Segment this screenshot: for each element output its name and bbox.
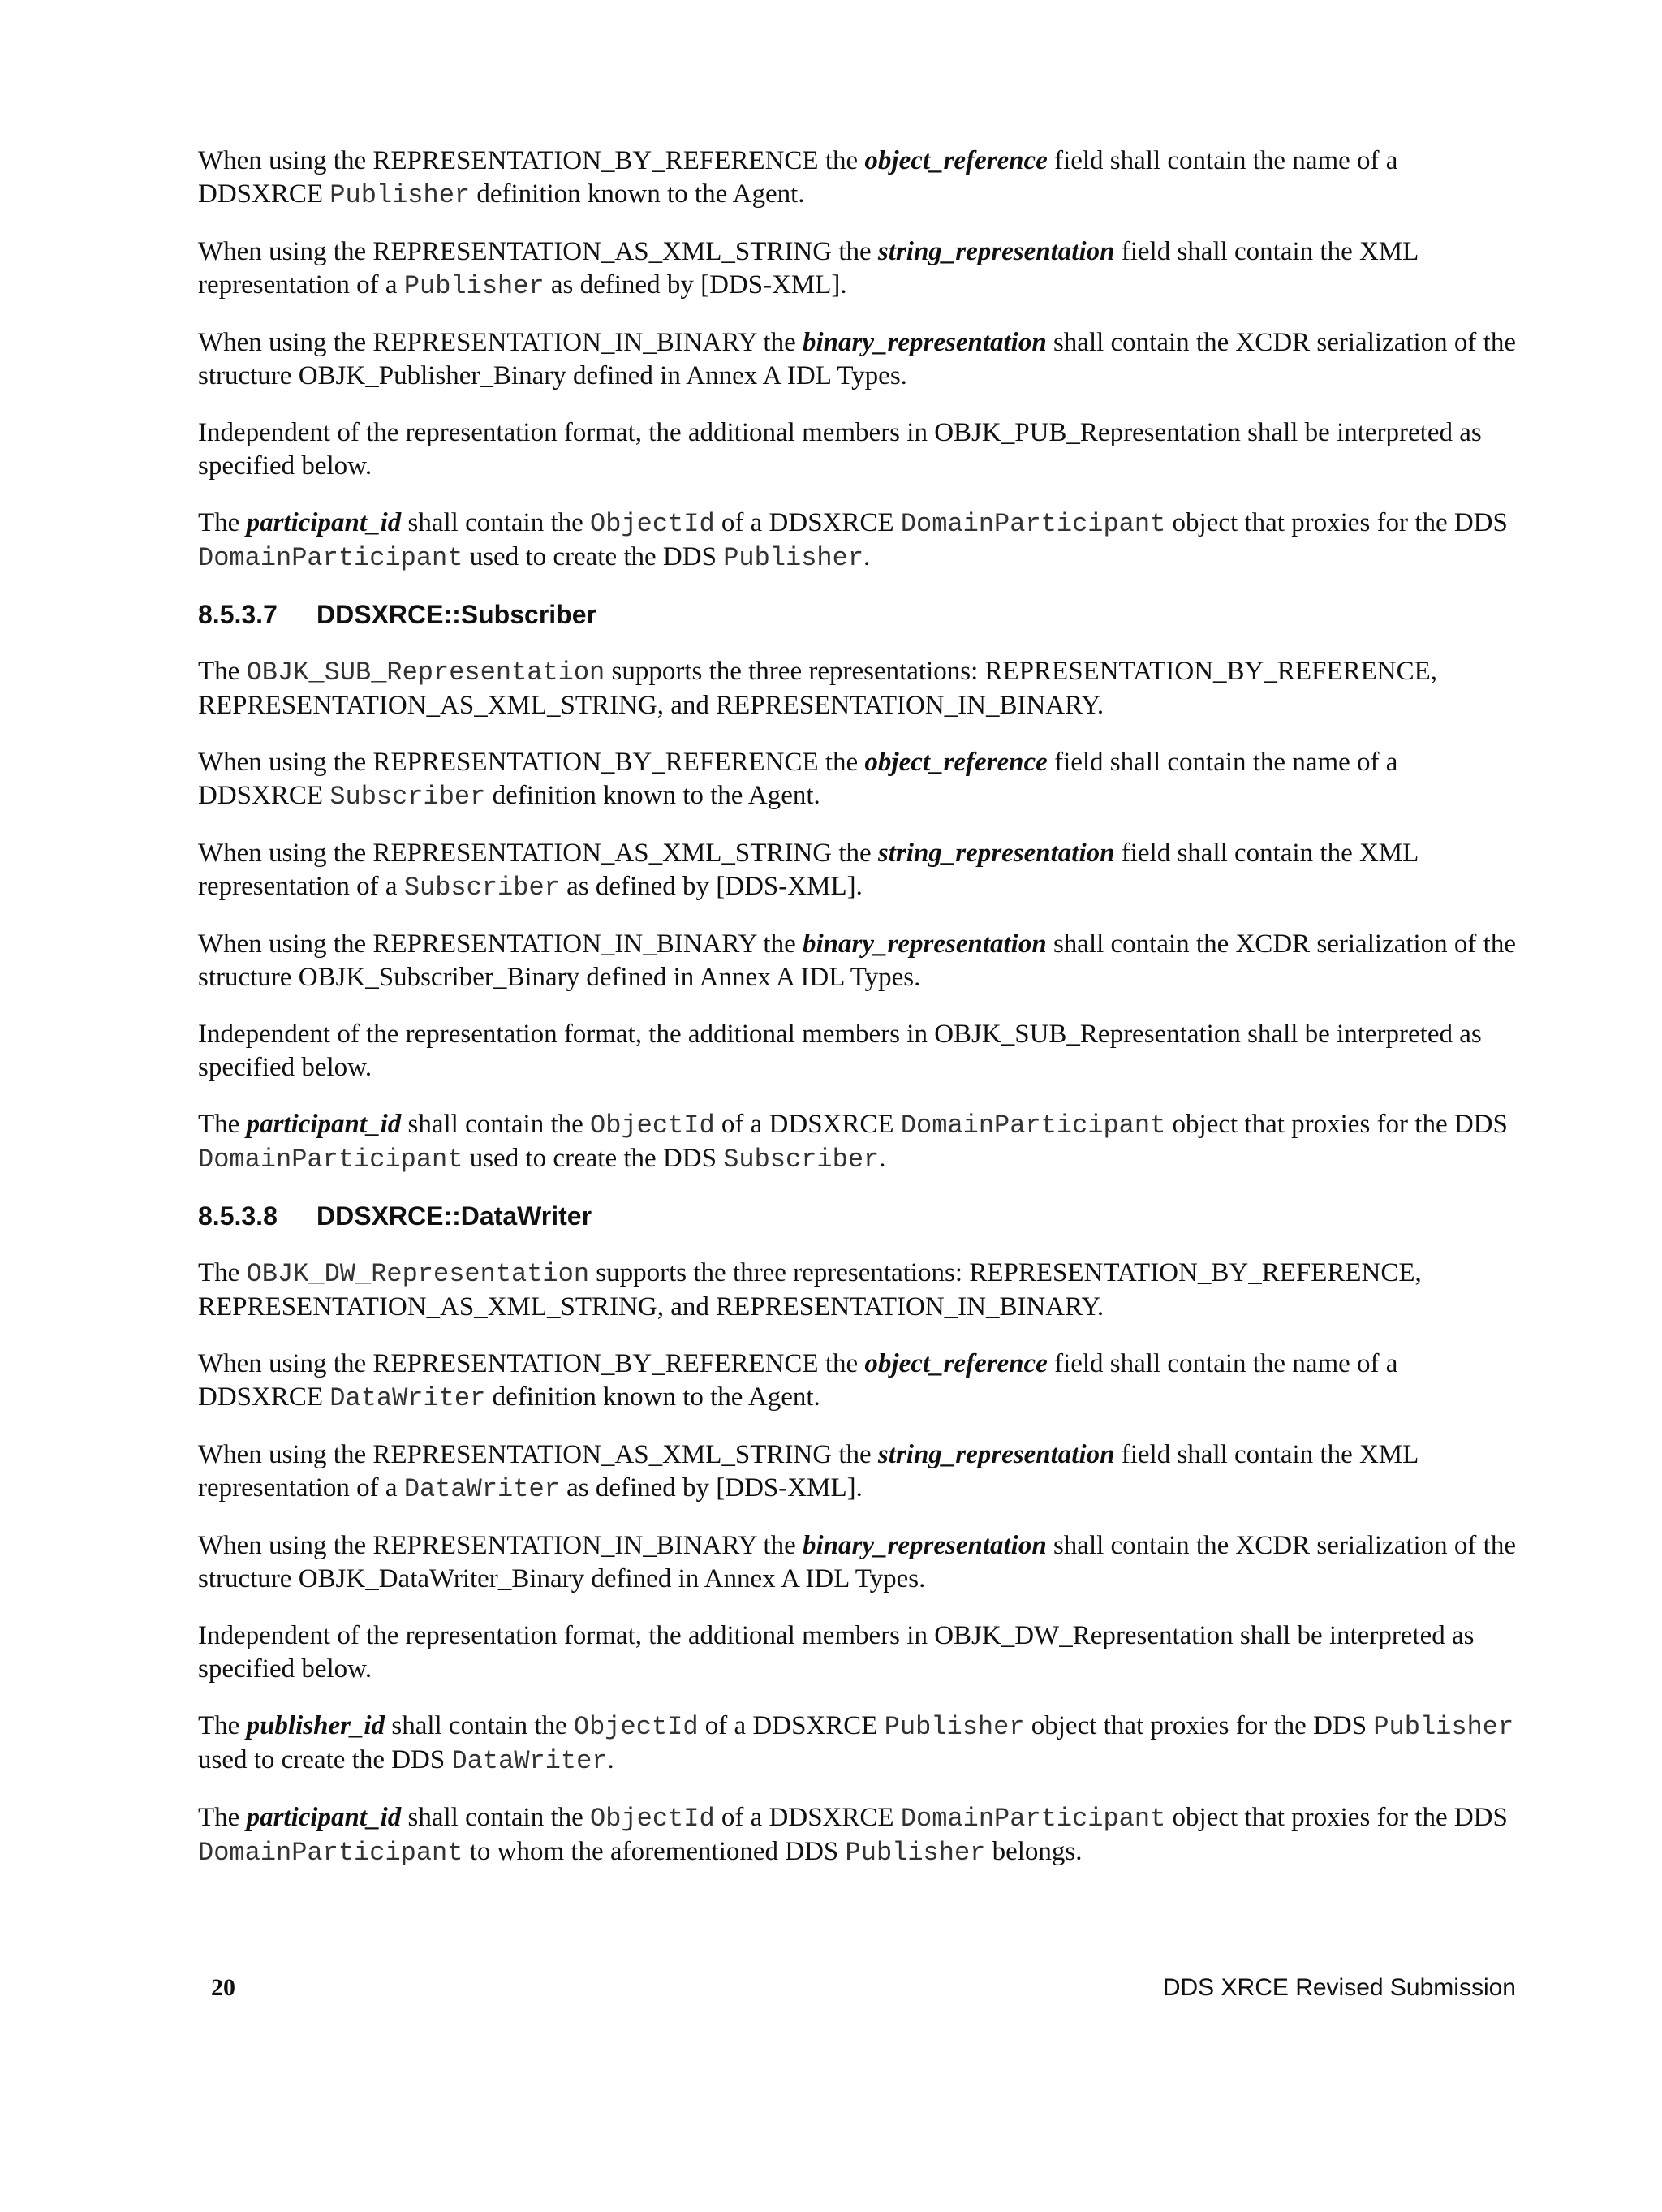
paragraph: The publisher_id shall contain the ObjectId of a DDSXRCE Publisher object that proxies for the DDS Publisher used to create the DDS DataWriter.: [198, 1711, 1514, 1776]
document-body: [198, 144, 1529, 1893]
section-number: 8.5.3.7: [198, 600, 278, 629]
paragraph: When using the REPRESENTATION_IN_BINARY the binary_representation shall contain the XCDR serialization of the structure OBJK_Publisher_Binary defined in Annex A IDL Types.: [198, 328, 1516, 390]
paragraph: The OBJK_DW_Representation supports the three representations: REPRESENTATION_BY_REFERENCE, REPRESENTATION_AS_XML_STRING, and REPRESENTATION_IN_BINARY.: [198, 1258, 1422, 1322]
section-title: DDSXRCE::DataWriter: [316, 1201, 592, 1231]
paragraph: When using the REPRESENTATION_AS_XML_STRING the string_representation field shall contain the XML representation of a DataWriter as defined by [DDS-XML].: [198, 1440, 1419, 1504]
paragraph: When using the REPRESENTATION_IN_BINARY the binary_representation shall contain the XCDR serialization of the structure OBJK_DataWriter_Binary defined in Annex A IDL Types.: [198, 1531, 1516, 1593]
paragraph: Independent of the representation format, the additional members in OBJK_SUB_Representation shall be interpreted as specified below.: [198, 1020, 1482, 1082]
section-heading-datawriter: [198, 1200, 1529, 1232]
page-number: 20: [211, 1974, 235, 2001]
paragraph: The participant_id shall contain the ObjectId of a DDSXRCE DomainParticipant object that proxies for the DDS DomainParticipant used to create the DDS Publisher.: [198, 508, 1508, 573]
paragraph: The participant_id shall contain the ObjectId of a DDSXRCE DomainParticipant object that proxies for the DDS DomainParticipant to whom the aforementioned DDS Publisher belongs.: [198, 1803, 1508, 1868]
paragraph: When using the REPRESENTATION_BY_REFERENCE the object_reference field shall contain the name of a DDSXRCE DataWriter definition known to the Agent.: [198, 1349, 1398, 1413]
paragraph: When using the REPRESENTATION_BY_REFERENCE the object_reference field shall contain the name of a DDSXRCE Subscriber definition known to the Agent.: [198, 748, 1398, 812]
paragraph: Independent of the representation format, the additional members in OBJK_DW_Representation shall be interpreted as specified below.: [198, 1621, 1475, 1684]
paragraph: When using the REPRESENTATION_AS_XML_STRING the string_representation field shall contain the XML representation of a Subscriber as defined by [DDS-XML].: [198, 839, 1419, 903]
section-number: 8.5.3.8: [198, 1201, 278, 1231]
paragraph: When using the REPRESENTATION_AS_XML_STRING the string_representation field shall contain the XML representation of a Publisher as defined by [DDS-XML].: [198, 237, 1419, 301]
section-heading-subscriber: [198, 598, 1529, 631]
paragraph: The participant_id shall contain the ObjectId of a DDSXRCE DomainParticipant object that proxies for the DDS DomainParticipant used to create the DDS Subscriber.: [198, 1110, 1508, 1175]
paragraph: The OBJK_SUB_Representation supports the three representations: REPRESENTATION_BY_REFERENCE, REPRESENTATION_AS_XML_STRING, and REPRESENTATION_IN_BINARY.: [198, 657, 1437, 720]
paragraph: When using the REPRESENTATION_IN_BINARY the binary_representation shall contain the XCDR serialization of the structure OBJK_Subscriber_Binary defined in Annex A IDL Types.: [198, 929, 1516, 992]
paragraph: When using the REPRESENTATION_BY_REFERENCE the object_reference field shall contain the name of a DDSXRCE Publisher definition known to the Agent.: [198, 146, 1398, 210]
section-title: DDSXRCE::Subscriber: [316, 600, 596, 629]
footer-doc-title: DDS XRCE Revised Submission: [1162, 1974, 1516, 2001]
paragraph: Independent of the representation format, the additional members in OBJK_PUB_Representation shall be interpreted as specified below.: [198, 418, 1482, 481]
